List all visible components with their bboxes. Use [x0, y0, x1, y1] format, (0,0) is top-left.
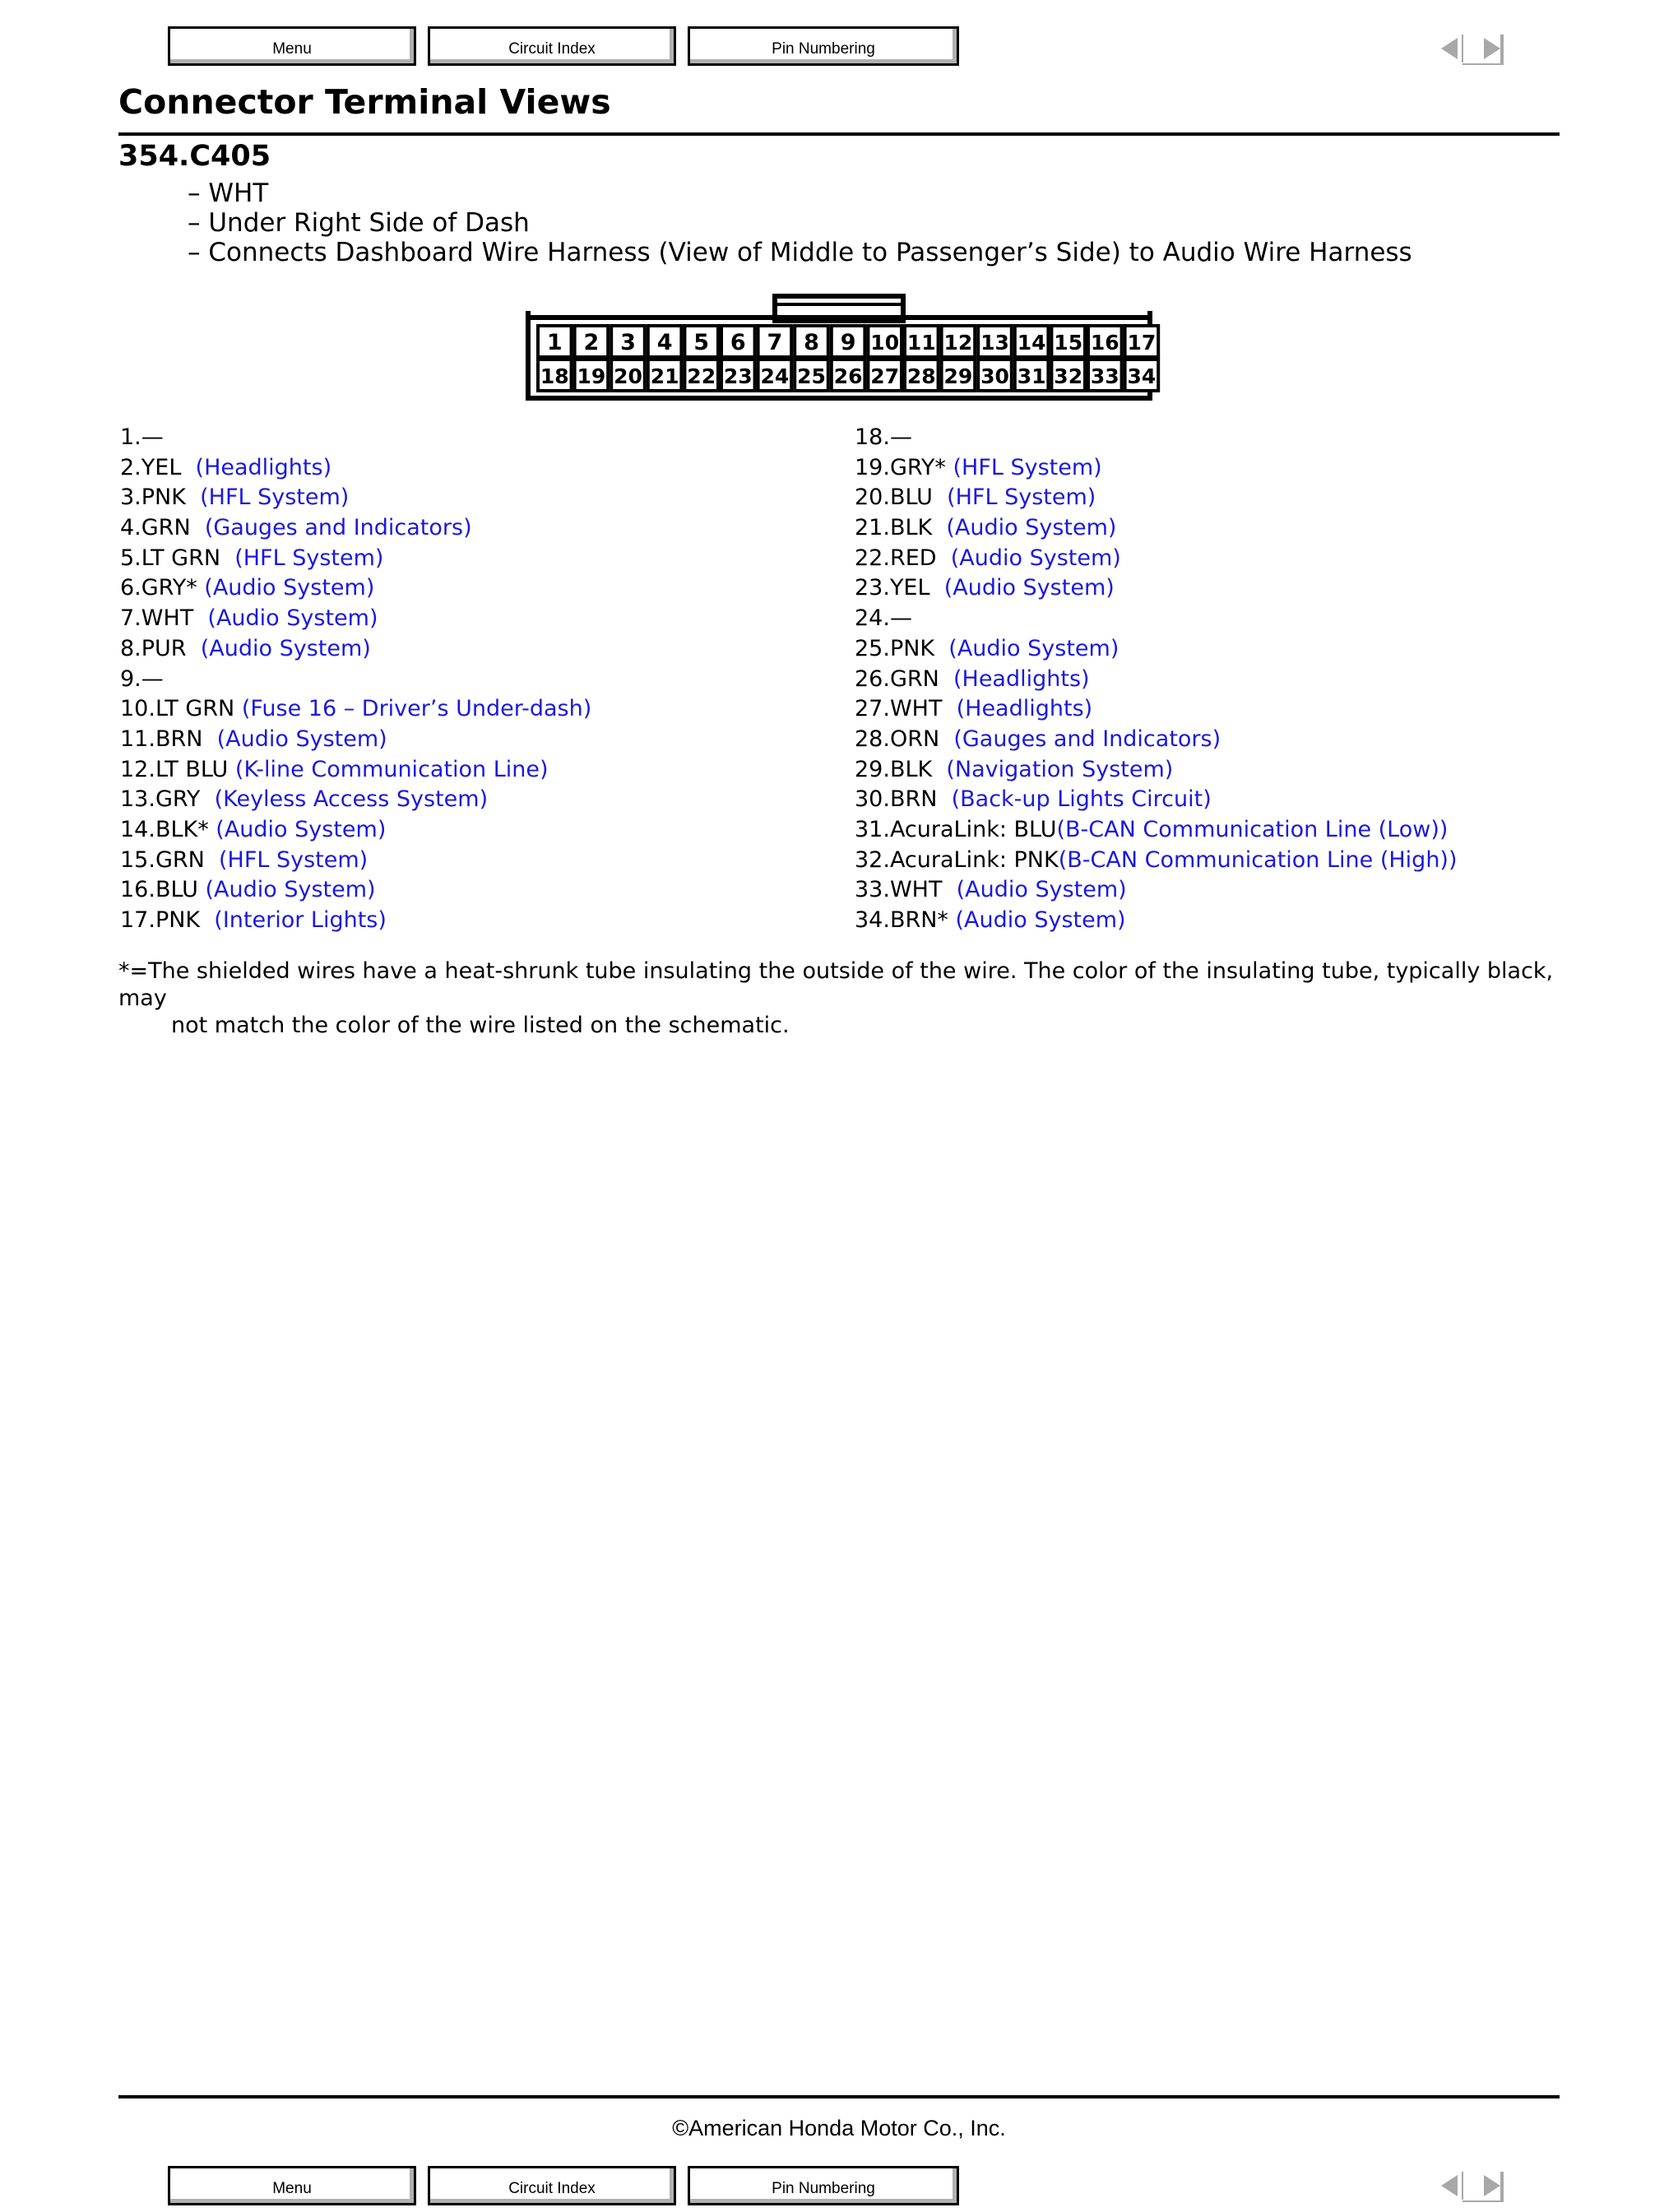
circuit-link[interactable]: (Headlights) [953, 665, 1090, 692]
pin-wire: 15.GRN [120, 846, 219, 873]
terminal-label: 22 [687, 364, 716, 388]
circuit-link[interactable]: (HFL System) [953, 454, 1102, 480]
pin-row-right [855, 785, 1458, 815]
terminal-label: 9 [840, 330, 856, 355]
circuit-link[interactable]: (Audio System) [207, 605, 378, 632]
terminal-label: 25 [797, 364, 826, 388]
pin-wire: 26.GRN [855, 665, 953, 692]
circuit-link[interactable]: (Keyless Access System) [214, 786, 489, 813]
circuit-link[interactable]: (Fuse 16 – Driver’s Under-dash) [241, 696, 592, 722]
connector-color: – WHT [188, 179, 269, 208]
pin-wire: 21.BLK [855, 515, 947, 541]
pin-row-right [855, 634, 1458, 665]
pin-wire: 28.ORN [855, 726, 954, 752]
pin-list-right [855, 423, 1458, 936]
terminal-label: 3 [620, 330, 636, 355]
terminal-label: 27 [870, 364, 900, 388]
terminal-label: 17 [1127, 331, 1157, 355]
circuit-link[interactable]: (Interior Lights) [214, 907, 387, 933]
terminal-label: 4 [656, 330, 673, 355]
pin-wire: 7.WHT [120, 605, 208, 632]
terminal-label: 30 [980, 364, 1009, 388]
pin-wire: 25.PNK [855, 635, 949, 661]
pin-wire: 34.BRN* [855, 907, 956, 933]
terminal-label: 34 [1127, 364, 1157, 388]
pin-wire: 19.GRY* [855, 454, 953, 480]
pin-row-right [855, 755, 1458, 786]
pin-row-left [120, 483, 591, 513]
pin-wire: 4.GRN [120, 515, 205, 541]
pin-row-right [855, 815, 1458, 846]
circuit-link[interactable]: (Audio System) [216, 726, 387, 752]
circuit-link[interactable]: (Gauges and Indicators) [953, 726, 1221, 752]
pin-row-left [120, 815, 591, 846]
footnote [118, 958, 1583, 1039]
pin-row-right [855, 725, 1458, 755]
circuit-link[interactable]: (HFL System) [218, 846, 369, 873]
terminal-label: 20 [614, 364, 642, 388]
terminal-label: 7 [767, 330, 783, 355]
pin-wire: 16.BLU [120, 877, 206, 903]
pin-wire: 24.— [855, 605, 912, 632]
terminal-label: 2 [583, 330, 600, 355]
pin-wire: 3.PNK [120, 485, 201, 511]
pin-wire: 30.BRN [855, 786, 952, 813]
pin-wire: 12.LT BLU [120, 756, 235, 782]
circuit-index-button-bottom[interactable]: Circuit Index [428, 2166, 676, 2205]
terminal-label: 19 [577, 364, 606, 388]
pin-wire: 13.GRY [120, 786, 215, 813]
pin-row-left [120, 604, 591, 634]
connector-diagram [0, 0, 1678, 411]
footer-rule [118, 2095, 1560, 2098]
pin-wire: 10.LT GRN [120, 696, 242, 722]
pin-row-left [120, 785, 591, 815]
pin-row-left [120, 544, 591, 574]
pin-wire: 18.— [855, 424, 912, 450]
circuit-link[interactable]: (HFL System) [234, 545, 384, 571]
circuit-index-button[interactable]: Circuit Index [428, 26, 676, 66]
terminal-label: 29 [943, 364, 973, 388]
circuit-link[interactable]: (Audio System) [204, 575, 375, 601]
terminal-label: 21 [650, 364, 679, 388]
pin-row-left [120, 694, 591, 725]
pin-row-right [855, 906, 1458, 936]
pin-row-right [855, 573, 1458, 604]
page-navigation-bottom [1438, 2167, 1507, 2205]
circuit-link[interactable]: (HFL System) [947, 485, 1096, 511]
pin-wire: 9.— [120, 665, 164, 692]
connector-cells [538, 326, 1158, 391]
pin-wire: 31.AcuraLink: BLU [855, 816, 1057, 842]
pin-row-left [120, 634, 591, 665]
next-page-icon[interactable] [1484, 2172, 1504, 2201]
pin-wire: 20.BLU [855, 485, 948, 511]
pin-wire: 27.WHT [855, 696, 957, 722]
circuit-link[interactable]: (Audio System) [948, 635, 1119, 661]
circuit-link[interactable]: (Audio System) [205, 877, 376, 903]
connector-location: – Under Right Side of Dash [188, 208, 530, 238]
pin-wire: 22.RED [855, 545, 951, 571]
pin-wire: 33.WHT [855, 877, 957, 903]
pin-wire: 29.BLK [855, 756, 947, 782]
terminal-label: 13 [980, 331, 1009, 355]
circuit-link[interactable]: (Audio System) [955, 907, 1126, 933]
pin-wire: 6.GRY* [120, 575, 205, 601]
terminal-label: 14 [1017, 331, 1046, 355]
terminal-label: 32 [1054, 364, 1083, 388]
circuit-link[interactable]: (K-line Communication Line) [234, 756, 549, 782]
circuit-link[interactable]: (Audio System) [956, 877, 1127, 903]
pin-list-left [120, 423, 591, 936]
terminal-label: 28 [906, 364, 936, 388]
pin-row-right [855, 483, 1458, 513]
terminal-label: 24 [760, 364, 790, 388]
pin-row-right [855, 423, 1458, 453]
circuit-link[interactable]: (Back-up Lights Circuit) [951, 786, 1212, 813]
pin-wire: 17.PNK [120, 907, 215, 933]
connector-connects: – Connects Dashboard Wire Harness (View of Middle to Passenger’s Side) to Audio Wire Harness [188, 238, 1412, 267]
pin-row-left [120, 573, 591, 604]
circuit-link[interactable]: (Headlights) [195, 454, 332, 480]
pin-row-right [855, 544, 1458, 574]
circuit-link[interactable]: (Audio System) [200, 635, 371, 661]
pin-wire: 2.YEL [120, 454, 196, 480]
circuit-link[interactable]: (Gauges and Indicators) [204, 515, 472, 541]
pin-row-left [120, 755, 591, 786]
terminal-label: 6 [730, 330, 746, 355]
connector-id: 354.C405 [118, 140, 271, 173]
pin-numbering-button-bottom[interactable]: Pin Numbering [688, 2166, 959, 2205]
terminal-label: 15 [1054, 331, 1083, 355]
pin-wire: 32.AcuraLink: PNK [855, 846, 1059, 873]
pin-row-left [120, 665, 591, 695]
terminal-label: 10 [870, 331, 900, 355]
footnote-line-1: *=The shielded wires have a heat-shrunk tube insulating the outside of the wire. The color of the insulating tube, typically black, may [118, 958, 1554, 1011]
pin-row-right [855, 604, 1458, 634]
terminal-label: 31 [1017, 364, 1046, 388]
pin-row-left [120, 513, 591, 544]
pin-row-right [855, 875, 1458, 906]
pin-wire: 5.LT GRN [120, 545, 235, 571]
pin-wire: 8.PUR [120, 635, 201, 661]
terminal-label: 26 [833, 364, 863, 388]
menu-button-bottom[interactable]: Menu [168, 2166, 416, 2205]
menu-button[interactable]: Menu [168, 26, 416, 66]
pin-row-left [120, 846, 591, 876]
copyright: ©American Honda Motor Co., Inc. [672, 2116, 1006, 2140]
terminal-label: 23 [723, 364, 753, 388]
pin-row-left [120, 875, 591, 906]
terminal-label: 8 [804, 330, 819, 355]
page-title: Connector Terminal Views [118, 82, 611, 122]
circuit-link[interactable]: (Navigation System) [946, 756, 1174, 782]
pin-row-right [855, 665, 1458, 695]
pin-row-left [120, 906, 591, 936]
circuit-link[interactable]: (B-CAN Communication Line (High)) [1058, 846, 1458, 873]
circuit-link[interactable]: (Audio System) [943, 575, 1115, 601]
footnote-line-2: not match the color of the wire listed on the schematic. [171, 1013, 790, 1038]
pin-numbering-button[interactable]: Pin Numbering [688, 26, 959, 66]
terminal-label: 11 [906, 331, 936, 355]
pin-row-left [120, 453, 591, 484]
circuit-link[interactable]: (Audio System) [946, 515, 1117, 541]
terminal-label: 18 [540, 364, 569, 388]
terminal-label: 12 [943, 331, 973, 355]
circuit-link[interactable]: (B-CAN Communication Line (Low)) [1056, 816, 1449, 842]
circuit-link[interactable]: (Audio System) [950, 545, 1121, 571]
pin-row-right [855, 846, 1458, 876]
circuit-link[interactable]: (Audio System) [216, 816, 387, 842]
pin-row-left [120, 725, 591, 755]
circuit-link[interactable]: (Headlights) [956, 696, 1093, 722]
pin-wire: 1.— [120, 424, 164, 450]
terminal-label: 1 [546, 330, 563, 355]
pin-row-left [120, 423, 591, 453]
pin-row-right [855, 694, 1458, 725]
pin-row-right [855, 513, 1458, 544]
pin-wire: 14.BLK* [120, 816, 216, 842]
pin-wire: 23.YEL [855, 575, 944, 601]
terminal-label: 33 [1090, 364, 1119, 388]
terminal-label: 16 [1090, 331, 1119, 355]
pin-row-right [855, 453, 1458, 484]
terminal-label: 5 [693, 330, 710, 355]
pin-wire: 11.BRN [120, 726, 217, 752]
circuit-link[interactable]: (HFL System) [200, 485, 350, 511]
